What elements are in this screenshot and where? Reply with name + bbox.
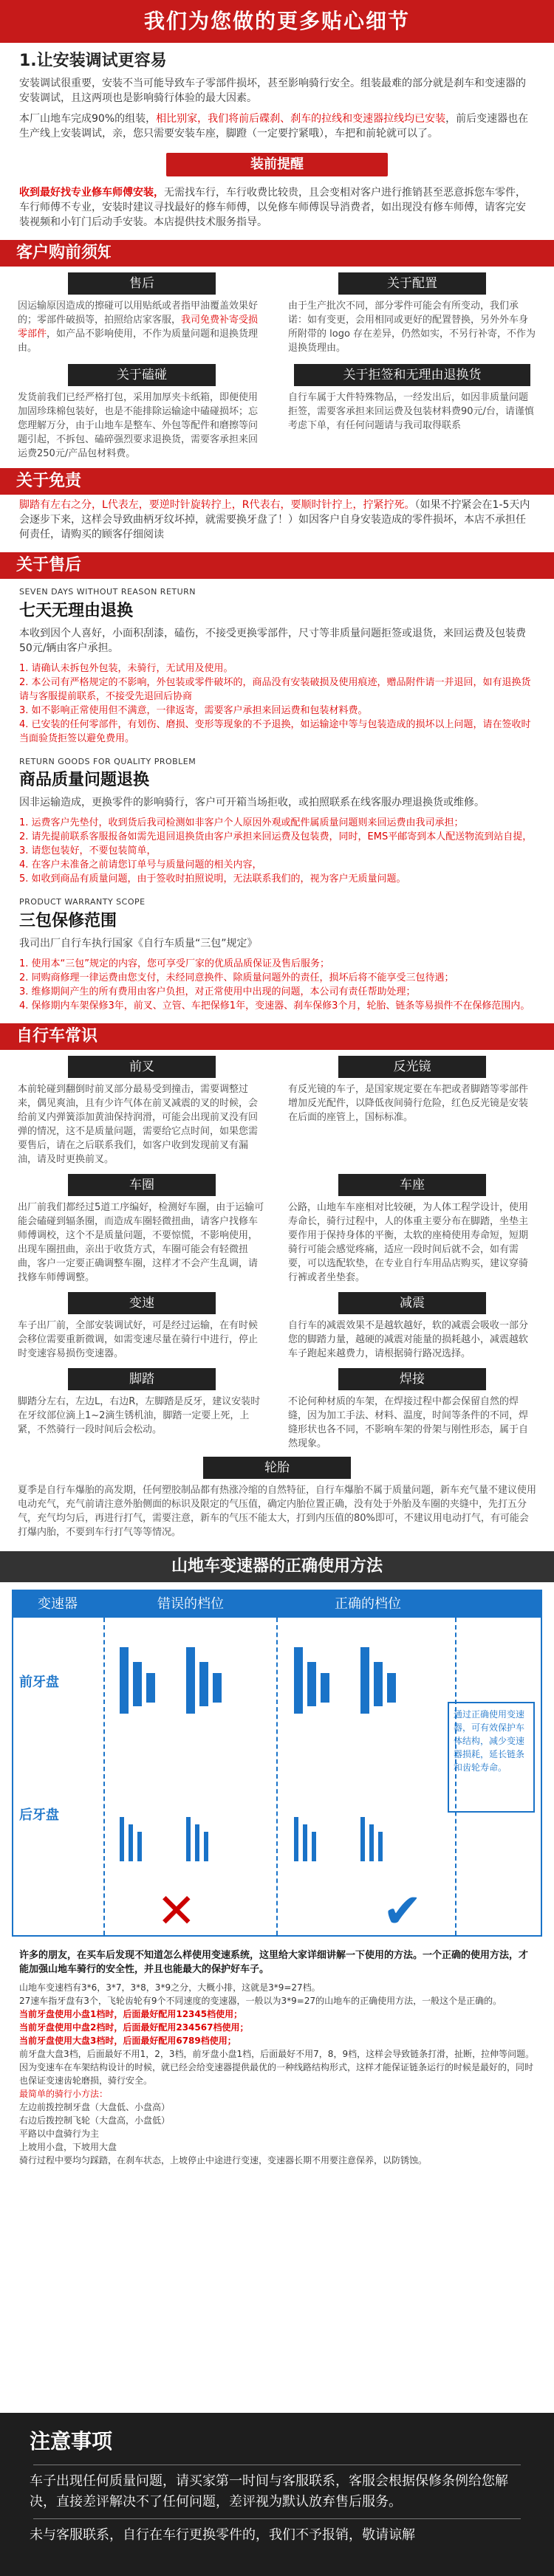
warranty-caps: PRODUCT WARRANTY SCOPE (19, 897, 146, 907)
saddle-label: 车座 (338, 1174, 486, 1196)
fork-label: 前叉 (68, 1056, 216, 1078)
derailleur-intro (0, 1944, 554, 1981)
freight-col (282, 364, 542, 461)
front-gear-bar (186, 1647, 195, 1714)
quality-title: 商品质量问题退换 (19, 771, 150, 789)
warranty-rule: 3. 维修期间产生的所有费用由客户负担，对正常使用中出现的问题，本公司有责任帮助处理； (19, 986, 416, 997)
damage-col (12, 364, 272, 461)
seven-days-text: 本收到因个人喜好，小面积刮漆，磕伤，不接受更换零部件，尺寸等非质量问题拒签或退货，来回运费及包装费50元/辆由客户承担。 (19, 627, 526, 654)
freight-text: 自行车属于大件特殊物品，一经发出后，如因非质量问题拒签，需要客承担来回运费及包装材料费90元/台，请谨慎考虑下单，有任何问题请与我司取得联系 (288, 392, 534, 431)
wrong-mark-icon: ✕ (157, 1883, 196, 1939)
config-col (282, 272, 542, 355)
rear-gear-bar (303, 1824, 307, 1861)
col-wrong: 错误的档位 (157, 1596, 224, 1612)
knowledge-row1 (0, 1050, 554, 1167)
derailleur-table (12, 1590, 542, 1937)
config-label: 关于配置 (338, 272, 486, 295)
rear-gear-bar (137, 1832, 142, 1861)
warranty-text: 我司出厂自行车执行国家《自行车质量“三包”规定》 (19, 937, 258, 949)
gears-line: 山地车变速档有3*6，3*7，3*8，3*9之分，大概小排，这就是3*9=27档。 (19, 1982, 321, 1993)
page-banner: 我们为您做的更多贴心细节 (0, 0, 554, 43)
rim-text: 出厂前我们都经过5道工序编好，检测好车圈，由于运输可能会磕碰到辐条圈，而造成车圈轻微扭曲，请客户找修车师傅调校，这个不是质量问题，不要惊慌，不影响使用，出现车圈扭曲，亲出于收货方式，车圈可能会有轻微扭曲，客户一定要正确调整车圈，这样才不会产生乱调，请找修车师傅调整。 (18, 1201, 264, 1283)
seven-days-rules (0, 659, 554, 749)
shock-col (282, 1292, 542, 1361)
notice-pill: 装前提醒 (166, 153, 388, 176)
col-right: 正确的档位 (335, 1596, 401, 1612)
damage-label: 关于磕碰 (68, 364, 216, 386)
rim-label: 车圈 (68, 1174, 216, 1196)
footer-p2: 未与客服联系，自行在车行更换零件的，我们不予报销，敬请谅解 (30, 2527, 415, 2543)
seven-days-rule: 1. 请确认未拆包外包装，未骑行，无试用及使用。 (19, 662, 233, 674)
pre-sale-row2 (0, 355, 554, 461)
quality-text: 因非运输造成，更换零件的影响骑行，客户可开箱当场拒收，或拍照联系在线客服办理退换货或维修。 (19, 797, 485, 808)
front-gear-bar (199, 1662, 208, 1706)
after-sale-text-c: ，如产品不影响使用，不作为质量问题和退换货理由。 (18, 329, 259, 354)
knowledge-row4 (0, 1361, 554, 1451)
front-gear-bar (321, 1673, 329, 1703)
seven-days-rule: 2. 本公司有严格规定的不影响，外包装或零件破坏的，商品没有安装破损及使用痕迹，赠品附件请一并退回，如有退换货请与客服提前联系，不接受先退回后协商 (19, 676, 531, 702)
disclaimer-body: （如果不拧紧会在1-5天内会逐步下来，这样会导致曲柄牙纹坏掉，就需要换牙盘了！）如因客户自身安装造成的零件损坏，本店不承担任何责任，请购买的顾客仔细阅读 (19, 499, 530, 540)
knowledge-bar: 自行车常识 (0, 1023, 554, 1050)
seven-days-rule: 4. 已安装的任何零部件，有划伤、磨损、变形等现象的不予退换，如运输途中等与包装造成的损坏以上问题，请在签收时当面验货拒签以避免费用。 (19, 718, 531, 744)
weld-col (282, 1368, 542, 1451)
rear-gear-bar (369, 1824, 374, 1861)
quality-rules (0, 813, 554, 889)
gears-line: 当前牙盘使用大盘3档时，后面最好配用6789档使用； (19, 2035, 236, 2046)
front-gear-bar (360, 1647, 369, 1714)
rear-gear-bar (204, 1832, 208, 1861)
gears-lines (0, 1981, 554, 2167)
rear-gear-bar (120, 1817, 124, 1861)
gears-line: 27速车指牙盘有3个，飞轮齿轮有9个不同速度的变速器，一般以为3*9=27的山地车的正确使用方法，一般这个是正确的。 (19, 1995, 502, 2006)
col-derailleur: 变速器 (38, 1596, 78, 1612)
install-p2-c: ，前后变速器也在生产线上安装调试，亲，您只需要安装车座，脚蹬（一定要拧紧哦），车把和前轮就可以了。 (19, 113, 529, 140)
disclaimer-bar: 关于免责 (0, 468, 554, 495)
front-chainring-label: 前牙盘 (19, 1674, 59, 1690)
shift-col (12, 1292, 272, 1361)
weld-label: 焊接 (338, 1368, 486, 1390)
shock-text: 自行车的减震效果不是越软越好，软的减震会吸收一部分您的脚踏力量，越硬的减震对能量的损耗越小，减震越软车子跑起来越费力，请根据骑行路况选择。 (288, 1319, 529, 1359)
seven-days-caps: SEVEN DAYS WITHOUT REASON RETURN (19, 587, 196, 597)
derailleur-table-header (13, 1591, 541, 1618)
footer-p1: 车子出现任何质量问题，请买家第一时间与客服联系，客服会根据保修条例给您解决，直接差评解决不了任何问题，差评视为默认放弃售后服务。 (30, 2473, 508, 2510)
disclaimer-red: 脚踏有左右之分，L代表左，要逆时针旋转拧上，R代表右，要顺时针拧上，拧紧拧死。 (19, 499, 415, 511)
tire-text: 夏季是自行车爆胎的高发期，任何塑胶制品都有热涨冷缩的自然特征，自行车爆胎不属于质量问题，新车充气量不建议使用电动充气，充气前请注意外胎侧面的标识及限定的气压值，确定内胎位置正确，没有处于外胎及车圈的夹缝中，先打五分气，充气均匀后，再进行打气，需要注意，新车的气压不能太大，打到内压值的80%即可，不建议用电动打气，有可能会打爆内胎，不要到车行打气等等情况。 (18, 1484, 537, 1538)
knowledge-row3 (0, 1285, 554, 1361)
config-text: 由于生产批次不同，部分零件可能会有所变动，我们承诺：如有变更，会用相同或更好的配置替换，另外外车身所附带的 logo 存在差异，仍然如实，不另行补寄，不作为退换货理由。 (288, 300, 536, 354)
install-p2 (0, 109, 554, 144)
after-sale-text-a: 因运输原因造成的擦碰可以用贴纸或者指甲油覆盖效果好的；零部件破损等，拍照给店家客服， (18, 300, 259, 326)
front-gear-bar (133, 1662, 142, 1706)
quality-rule: 1. 运费客户先垫付，收到货后我司检测如非客户个人原因外观或配件属质量问题则来回运费由我司承担； (19, 817, 464, 828)
derailleur-note: 通过正确使用变速器，可有效保护车体结构，减少变速器损耗，延长链条和齿轮寿命。 (448, 1702, 535, 1813)
rear-gear-bar (129, 1824, 133, 1861)
notice-text-a: 收到最好找专业修车师傅安装， (19, 187, 164, 199)
install-heading: 1.让安装调试更容易 (19, 52, 167, 70)
footer-notice (0, 2413, 554, 2576)
notice-text (0, 182, 554, 233)
front-gear-bar (307, 1662, 316, 1706)
front-gear-bar (120, 1647, 129, 1714)
pre-sale-bar: 客户购前须知 (0, 240, 554, 267)
seven-days-rule: 3. 如不影响正常使用但不满意，一律返寄，需要客户承担来回运费和包装材料费。 (19, 704, 368, 716)
gears-line: 当前牙盘使用小盘1档时，后面最好配用12345档使用； (19, 2008, 243, 2019)
rear-gear-bar (294, 1817, 298, 1861)
fork-col (12, 1056, 272, 1167)
warranty-rules (0, 954, 554, 1016)
notice-text-b: 无需找车行，车行收费比较贵，且会变相对客户进行推销甚至恶意拆您车零件，车行师傅不专业，安装时建议寻找最好的修车师傅，以免修车师傅误导消费者，如出现没有修车师傅，请客完安装视频和小钉门后动手安装。本店提供技术服务指导。 (19, 187, 526, 228)
gears-line: 当前牙盘使用中盘2档时，后面最好配用234567档使用； (19, 2022, 249, 2033)
rear-cassette-label: 后牙盘 (19, 1807, 59, 1823)
front-gear-bar (146, 1673, 155, 1703)
install-p1: 安装调试很重要，安装不当可能导致车子零部件损坏，甚至影响骑行安全。组装最难的部分就是刹车和变速器的安装调试，且这两项也是影响骑行体验的最大因素。 (19, 78, 526, 104)
warranty-rule: 1. 使用本“三包”规定的内容，您可享受厂家的优质品质保证及售后服务； (19, 958, 330, 969)
quality-rule: 5. 如收到商品有质量问题，由于签收时拍照说明，无法联系我们的，视为客户无质量问题。 (19, 873, 406, 885)
rear-gear-bar (378, 1832, 383, 1861)
after-sale-text-b: 我司免费补寄受损零部件 (18, 315, 259, 340)
rear-gear-bar (312, 1832, 316, 1861)
weld-text: 不论何种材质的车架，在焊接过程中都会保留自然的焊缝，因为加工手法、材料、温度，时间等条件的不同，焊缝形状也各不同，不影响车架的骨架与刚性形态，属于自然现象。 (288, 1395, 529, 1449)
pedal-text: 脚踏分左右，左边L，右边R，左脚踏是反牙，建议安装时在牙纹部位滴上1~2滴生锈机油，脚踏一定要上死，上紧，不然骑行一段时间后会松动。 (18, 1395, 261, 1435)
wrong-gear-panel (103, 1618, 278, 1939)
gears-line: 平路以中盘骑行为主 (19, 2128, 100, 2139)
gears-line: 上坡用小盘，下坡用大盘 (19, 2141, 117, 2152)
pedal-col (12, 1368, 272, 1451)
derailleur-intro-a: 许多的朋友，在买车后发现不知道怎么样使用变速系统，这里给大家详细讲解一下使用的方法。一个正确的使用方法，才能加强山地车骑行的安全性，并且也能最大的保护好车子。 (19, 1949, 529, 1975)
warranty-rule: 2. 同购商修理一律运费由您支付，未经同意换件、除质量问题外的责任，损坏后将不能享受三包待遇； (19, 972, 454, 983)
gears-line: 因为变速车在车架结构设计的时候，就已经会给变速器提供最优的一种线路结构形式，这样才能保证链条运行的时候是最好的，同时也保证变速齿轮磨损，骑行安全。 (19, 2061, 534, 2086)
reflector-label: 反光镜 (338, 1056, 486, 1078)
knowledge-row2 (0, 1167, 554, 1285)
service-bar: 关于售后 (0, 552, 554, 579)
install-p2-a: 本厂山地车完成90%的组装， (19, 113, 157, 125)
front-gear-bar (294, 1647, 303, 1714)
col-note (456, 1591, 541, 1618)
saddle-text: 公路，山地车车座相对比较硬，为人体工程学设计，使用寿命长，骑行过程中，人的体重主要分布在脚踏，坐垫主要作用于保持身体的平衡，太软的座椅使用寿命短，短期骑行可能会感觉疼痛，适应一段时间后就不会，如有需要，可以选配软垫，在专业自行车用品店购买，建议穿骑行裤或者坐垫套。 (288, 1201, 529, 1283)
shock-label: 减震 (338, 1292, 486, 1314)
front-gear-bar (374, 1662, 383, 1706)
gears-line: 最简单的骑行小方法： (19, 2088, 109, 2099)
pre-sale-row1 (0, 267, 554, 355)
install-p2-b: 相比别家，我们将前后碟刹、刹车的拉线和变速器拉线均已安装 (156, 113, 446, 125)
after-sale-col (12, 272, 272, 355)
derailleur-banner: 山地车变速器的正确使用方法 (0, 1551, 554, 1582)
seven-days-title: 七天无理由退换 (19, 601, 134, 620)
pedal-label: 脚踏 (68, 1368, 216, 1390)
shift-label: 变速 (68, 1292, 216, 1314)
footer-title: 注意事项 (30, 2429, 113, 2453)
gears-line: 右边后拨控制飞轮（大盘高，小盘低） (19, 2115, 171, 2126)
quality-caps: RETURN GOODS FOR QUALITY PROBLEM (19, 756, 196, 766)
rear-gear-bar (360, 1817, 365, 1861)
quality-rule: 4. 在客户未准备之前请您订单号与质量问题的相关内容， (19, 859, 262, 870)
warranty-rule: 4. 保修期内车架保修3年，前叉、立管、车把保修1年，变速器、刹车保修3个月，轮胎、链条等易损件不在保修范围内。 (19, 1000, 530, 1011)
rear-gear-bar (195, 1824, 199, 1861)
shift-text: 车子出厂前，全部安装调试好，可是经过运输，在有时候会移位需要重新微调，如需变速尽量在骑行中进行，停止时变速容易损伤变速器。 (18, 1319, 259, 1359)
front-gear-bar (387, 1673, 396, 1703)
after-sale-text (12, 299, 272, 355)
front-gear-bar (213, 1673, 222, 1703)
reflector-col (282, 1056, 542, 1167)
saddle-col (282, 1174, 542, 1285)
gears-line: 前牙盘大盘3档，后面最好不用1，2，3档，前牙盘小盘1档，后面最好不用7，8，9档，这样会导致链条打滑，扯断，拉伸等问题。 (19, 2048, 535, 2059)
gears-line: 左边前拨控制牙盘（大盘低、小盘高） (19, 2101, 171, 2112)
after-sale-label: 售后 (68, 272, 216, 295)
gears-line: 骑行过程中要均匀踩踏，在刹车状态，上坡停止中途进行变速，变速器长期不用要注意保养，以防锈蚀。 (19, 2154, 428, 2165)
check-mark-icon: ✔ (383, 1883, 423, 1939)
tire-label: 轮胎 (203, 1457, 351, 1479)
quality-rule: 3. 请您包装好，不要包装简单， (19, 845, 157, 856)
fork-text: 本前轮碰到翻倒时前叉部分最易受到撞击，需要调整过来，偶见爽油，且有少许气体在前叉减震的叉的时候，会给前叉内弹簧添加黄油保持润滑，可能会出现前叉没有回弹的情况，这不是质量问题，需要给它点时间，如果您需要售后，请在之后联系我们，如客户收到发现前叉有漏油，请及时更换前叉。 (18, 1083, 259, 1165)
rim-col (12, 1174, 272, 1285)
reflector-text: 有反光镜的车子，是国家规定要在车把或者脚踏等零部件增加反光配件，以降低夜间骑行危险，红色反光镜是安装在后面的座管上，国标标准。 (288, 1083, 529, 1123)
freight-label: 关于拒签和无理由退换货 (294, 364, 530, 386)
warranty-title: 三包保修范围 (19, 911, 117, 930)
disclaimer-text (0, 495, 554, 545)
rear-gear-bar (186, 1817, 191, 1861)
damage-text: 发货前我们已经严格打包，采用加厚夹卡纸箱，即便使用加固珍珠棉包装好，也是不能排除运输途中磕碰损坏；忘您理解万分，由于山地车是整车、外包等配件和磨擦等问题引起，不拆包、磕碎强烈要求退换货，需要客承担来回运费250元/产品包材料费。 (18, 392, 259, 459)
quality-rule: 2. 请先提前联系客服报备如需先退回退换货由客户承担来回运费及包装费，同时，EMS平邮寄到本人配送物流到站自提， (19, 831, 533, 842)
right-gear-panel (279, 1618, 456, 1939)
